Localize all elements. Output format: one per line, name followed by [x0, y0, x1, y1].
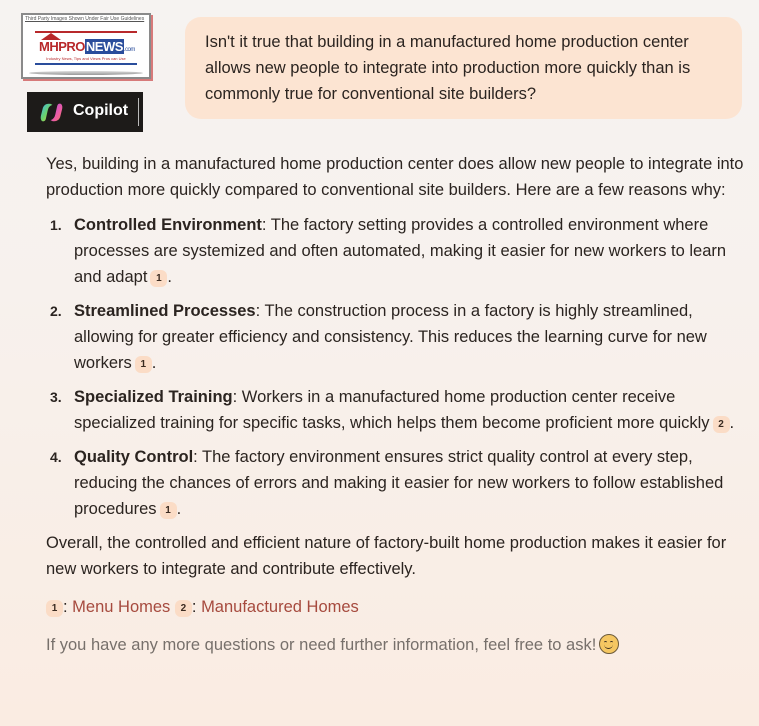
- logo-brand-com: .com: [123, 47, 135, 53]
- list-item-text: : The factory environment ensures strict quality control at every step, reducing the chances of errors and making it easier for new workers to follow established procedures: [74, 448, 724, 518]
- list-item-title: Controlled Environment: [74, 216, 262, 234]
- list-item-number: 3.: [50, 389, 62, 405]
- list-item: 1. Controlled Environment: The factory setting provides a controlled environment where processes are systemized and often automated, making it easier for new workers to learn and adapt 1 .: [46, 212, 746, 290]
- list-item-number: 2.: [50, 303, 62, 319]
- list-item-number: 1.: [50, 217, 62, 233]
- copilot-logo-icon: [40, 102, 63, 123]
- list-item-title: Quality Control: [74, 448, 194, 466]
- references: 1 : Menu Homes 2 : Manufactured Homes: [46, 594, 746, 620]
- list-item-text: : The factory setting provides a controlled environment where processes are systemized and often automated, making it easier for new workers to learn and adapt: [74, 216, 727, 286]
- list-item: 4. Quality Control: The factory environment ensures strict quality control at every step, reducing the chances of errors and making it easier for new workers to follow established procedures 1 .: [46, 444, 746, 522]
- logo-brand-pro: PRO: [58, 39, 85, 54]
- reference-badge[interactable]: 1: [46, 600, 63, 617]
- response-closing: [46, 632, 746, 658]
- reference-link-manufactured-homes[interactable]: Manufactured Homes: [201, 598, 359, 616]
- reference-link-menu-homes[interactable]: Menu Homes: [72, 598, 171, 616]
- copilot-badge: [27, 92, 143, 132]
- list-item: 2. Streamlined Processes: The construction process in a factory is highly streamlined, allowing for greater efficiency and consistency. This reduces the learning curve for new workers 1 .: [46, 298, 746, 376]
- logo-shadow: [29, 71, 143, 75]
- citation-badge[interactable]: 1: [160, 502, 177, 519]
- list-item-text: : Workers in a manufactured home production center receive specialized training for specific tasks, which helps them become proficient more quickly: [74, 388, 710, 432]
- logo-tagline: Industry News, Tips and Views Pros can Use: [46, 56, 126, 61]
- logo-brand-news: NEWS: [85, 39, 123, 54]
- user-message-text: Isn't it true that building in a manufactured home production center allows new people to integrate into production more quickly than is commonly true for conventional site builders?: [205, 33, 691, 103]
- user-message-bubble: [185, 17, 742, 119]
- logo-divider-bottom: [35, 63, 137, 65]
- list-item-number: 4.: [50, 449, 62, 465]
- reference-badge[interactable]: 2: [175, 600, 192, 617]
- citation-badge[interactable]: 1: [150, 270, 167, 287]
- response-summary: Overall, the controlled and efficient nature of factory-built home production makes it easier for new workers to integrate and contribute effectively.: [46, 534, 727, 578]
- list-item-text: : The construction process in a factory is highly streamlined, allowing for greater efficiency and consistency. This reduces the learning curve for new workers: [74, 302, 707, 372]
- response-intro: Yes, building in a manufactured home production center does allow new people to integrate into production more quickly compared to conventional site builders. Here are a few reasons why:: [46, 155, 744, 199]
- copilot-label: Copilot: [73, 102, 129, 119]
- badge-separator: [138, 98, 139, 126]
- smiley-icon: [599, 634, 619, 654]
- assistant-response: [46, 151, 746, 658]
- fair-use-caption: Third Party Images Shown Under Fair Use Guidelines: [25, 16, 145, 22]
- closing-text: If you have any more questions or need further information, feel free to ask!: [46, 636, 597, 654]
- list-item: 3. Specialized Training: Workers in a manufactured home production center receive specialized training for specific tasks, which helps them become proficient more quickly 2 .: [46, 384, 746, 436]
- list-item-title: Specialized Training: [74, 388, 233, 406]
- mhpronews-logo: [21, 13, 151, 79]
- logo-brand-mh: MH: [39, 39, 59, 54]
- list-item-title: Streamlined Processes: [74, 302, 256, 320]
- logo-brand: [39, 39, 135, 54]
- citation-badge[interactable]: 2: [713, 416, 730, 433]
- reasons-list: [46, 212, 746, 522]
- citation-badge[interactable]: 1: [135, 356, 152, 373]
